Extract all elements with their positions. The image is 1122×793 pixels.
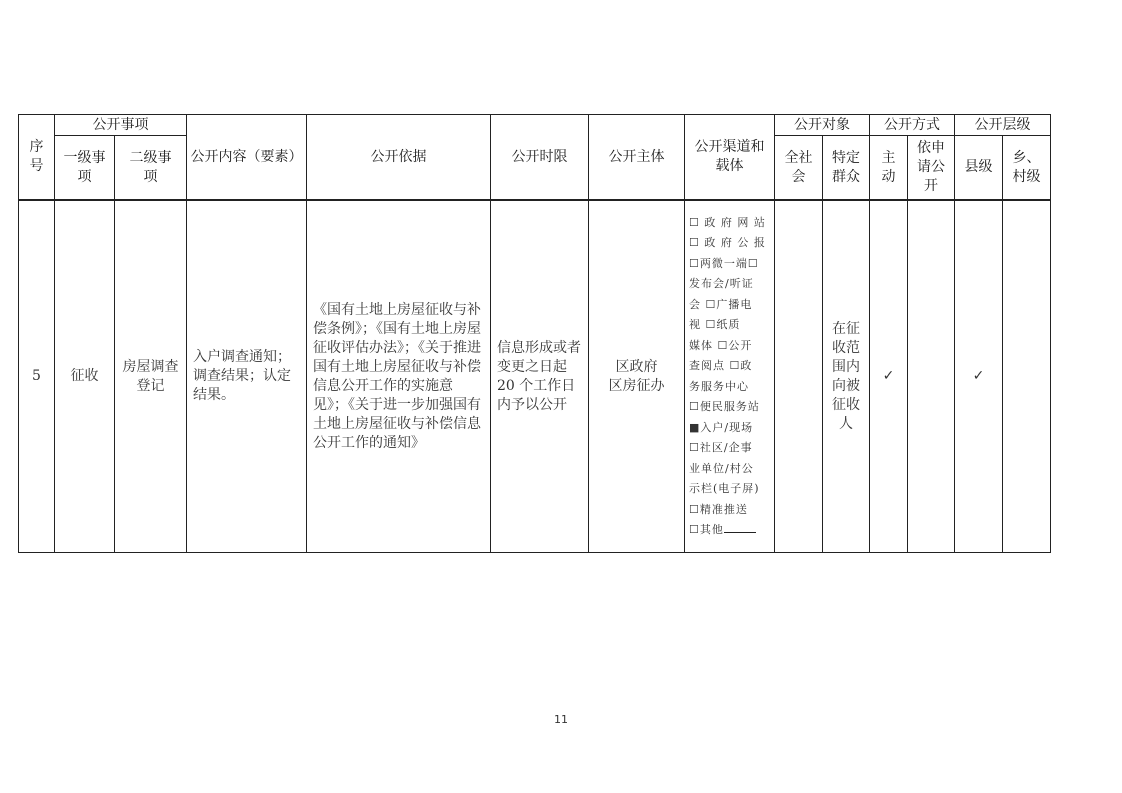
- cell-whole-society: [775, 200, 823, 553]
- page-number: 11: [554, 713, 568, 726]
- blank-underline: [724, 520, 756, 533]
- cell-active-check: ✓: [870, 200, 908, 553]
- channel-list: [685, 213, 774, 541]
- cell-specific-group: 在征 收范 围内 向被 征收 人: [823, 200, 870, 553]
- cell-content: 入户调查通知；调查结果；认定结果。: [187, 200, 307, 553]
- channel-other-label: ☐其他: [689, 523, 724, 536]
- header-target-group: 公开对象: [775, 115, 870, 136]
- channel-line: 业单位/村公: [689, 461, 754, 475]
- header-specific-group: 特定 群众: [823, 136, 870, 201]
- header-level1: 一级事 项: [55, 136, 115, 201]
- header-subject: 公开主体: [589, 115, 685, 201]
- header-content: 公开内容（要素）: [187, 115, 307, 201]
- header-county: 县级: [955, 136, 1003, 201]
- cell-time-limit: 信息形成或者变更之日起 20 个工作日内予以公开: [491, 200, 589, 553]
- cell-subject: 区政府 区房征办: [589, 200, 685, 553]
- header-items-group: 公开事项: [55, 115, 187, 136]
- cell-township: [1003, 200, 1051, 553]
- header-method-group: 公开方式: [870, 115, 955, 136]
- disclosure-table: [18, 114, 1051, 553]
- channel-line: 媒体 ☐公开: [689, 338, 753, 352]
- header-basis: 公开依据: [307, 115, 491, 201]
- header-level2: 二级事 项: [115, 136, 187, 201]
- cell-serial: 5: [19, 200, 55, 553]
- cell-channels: [685, 200, 775, 553]
- channel-line: 发布会/听证: [689, 277, 754, 290]
- cell-on-request: [908, 200, 955, 553]
- header-time-limit: 公开时限: [491, 115, 589, 201]
- channel-line: ☐两微一端☐: [689, 256, 759, 270]
- header-on-request: 依申 请公 开: [908, 136, 955, 201]
- header-township: 乡、 村级: [1003, 136, 1051, 201]
- channel-line: ☐精准推送: [689, 502, 748, 516]
- channel-line: ■入户/现场: [689, 420, 754, 434]
- header-channel: 公开渠道和 载体: [685, 115, 775, 201]
- channel-line: ☐ 政 府 公 报: [689, 236, 766, 249]
- channel-line: 视 ☐纸质: [689, 318, 741, 331]
- channel-line: ☐ 政 府 网 站: [689, 215, 766, 229]
- channel-line: 会 ☐广播电: [689, 297, 753, 311]
- channel-line-other: [689, 520, 770, 541]
- channel-line: 示栏(电子屏): [689, 482, 760, 495]
- channel-line: ☐社区/企事: [689, 441, 753, 454]
- header-active: 主 动: [870, 136, 908, 201]
- cell-level2: 房屋调查 登记: [115, 200, 187, 553]
- channel-line: 务服务中心: [689, 379, 749, 393]
- cell-level1: 征收: [55, 200, 115, 553]
- header-whole-society: 全社 会: [775, 136, 823, 201]
- cell-county-check: ✓: [955, 200, 1003, 553]
- channel-line: 查阅点 ☐政: [689, 359, 753, 372]
- header-serial: 序 号: [19, 115, 55, 201]
- cell-basis: 《国有土地上房屋征收与补偿条例》；《国有土地上房屋征收评估办法》；《关于推进国有土地上房屋征收与补偿信息公开工作的实施意见》；《关于进一步加强国有土地上房屋征收与补偿信息公开工作的通知》: [307, 200, 491, 553]
- channel-line: ☐便民服务站: [689, 400, 760, 413]
- table-row: [19, 200, 1051, 553]
- header-level-group: 公开层级: [955, 115, 1051, 136]
